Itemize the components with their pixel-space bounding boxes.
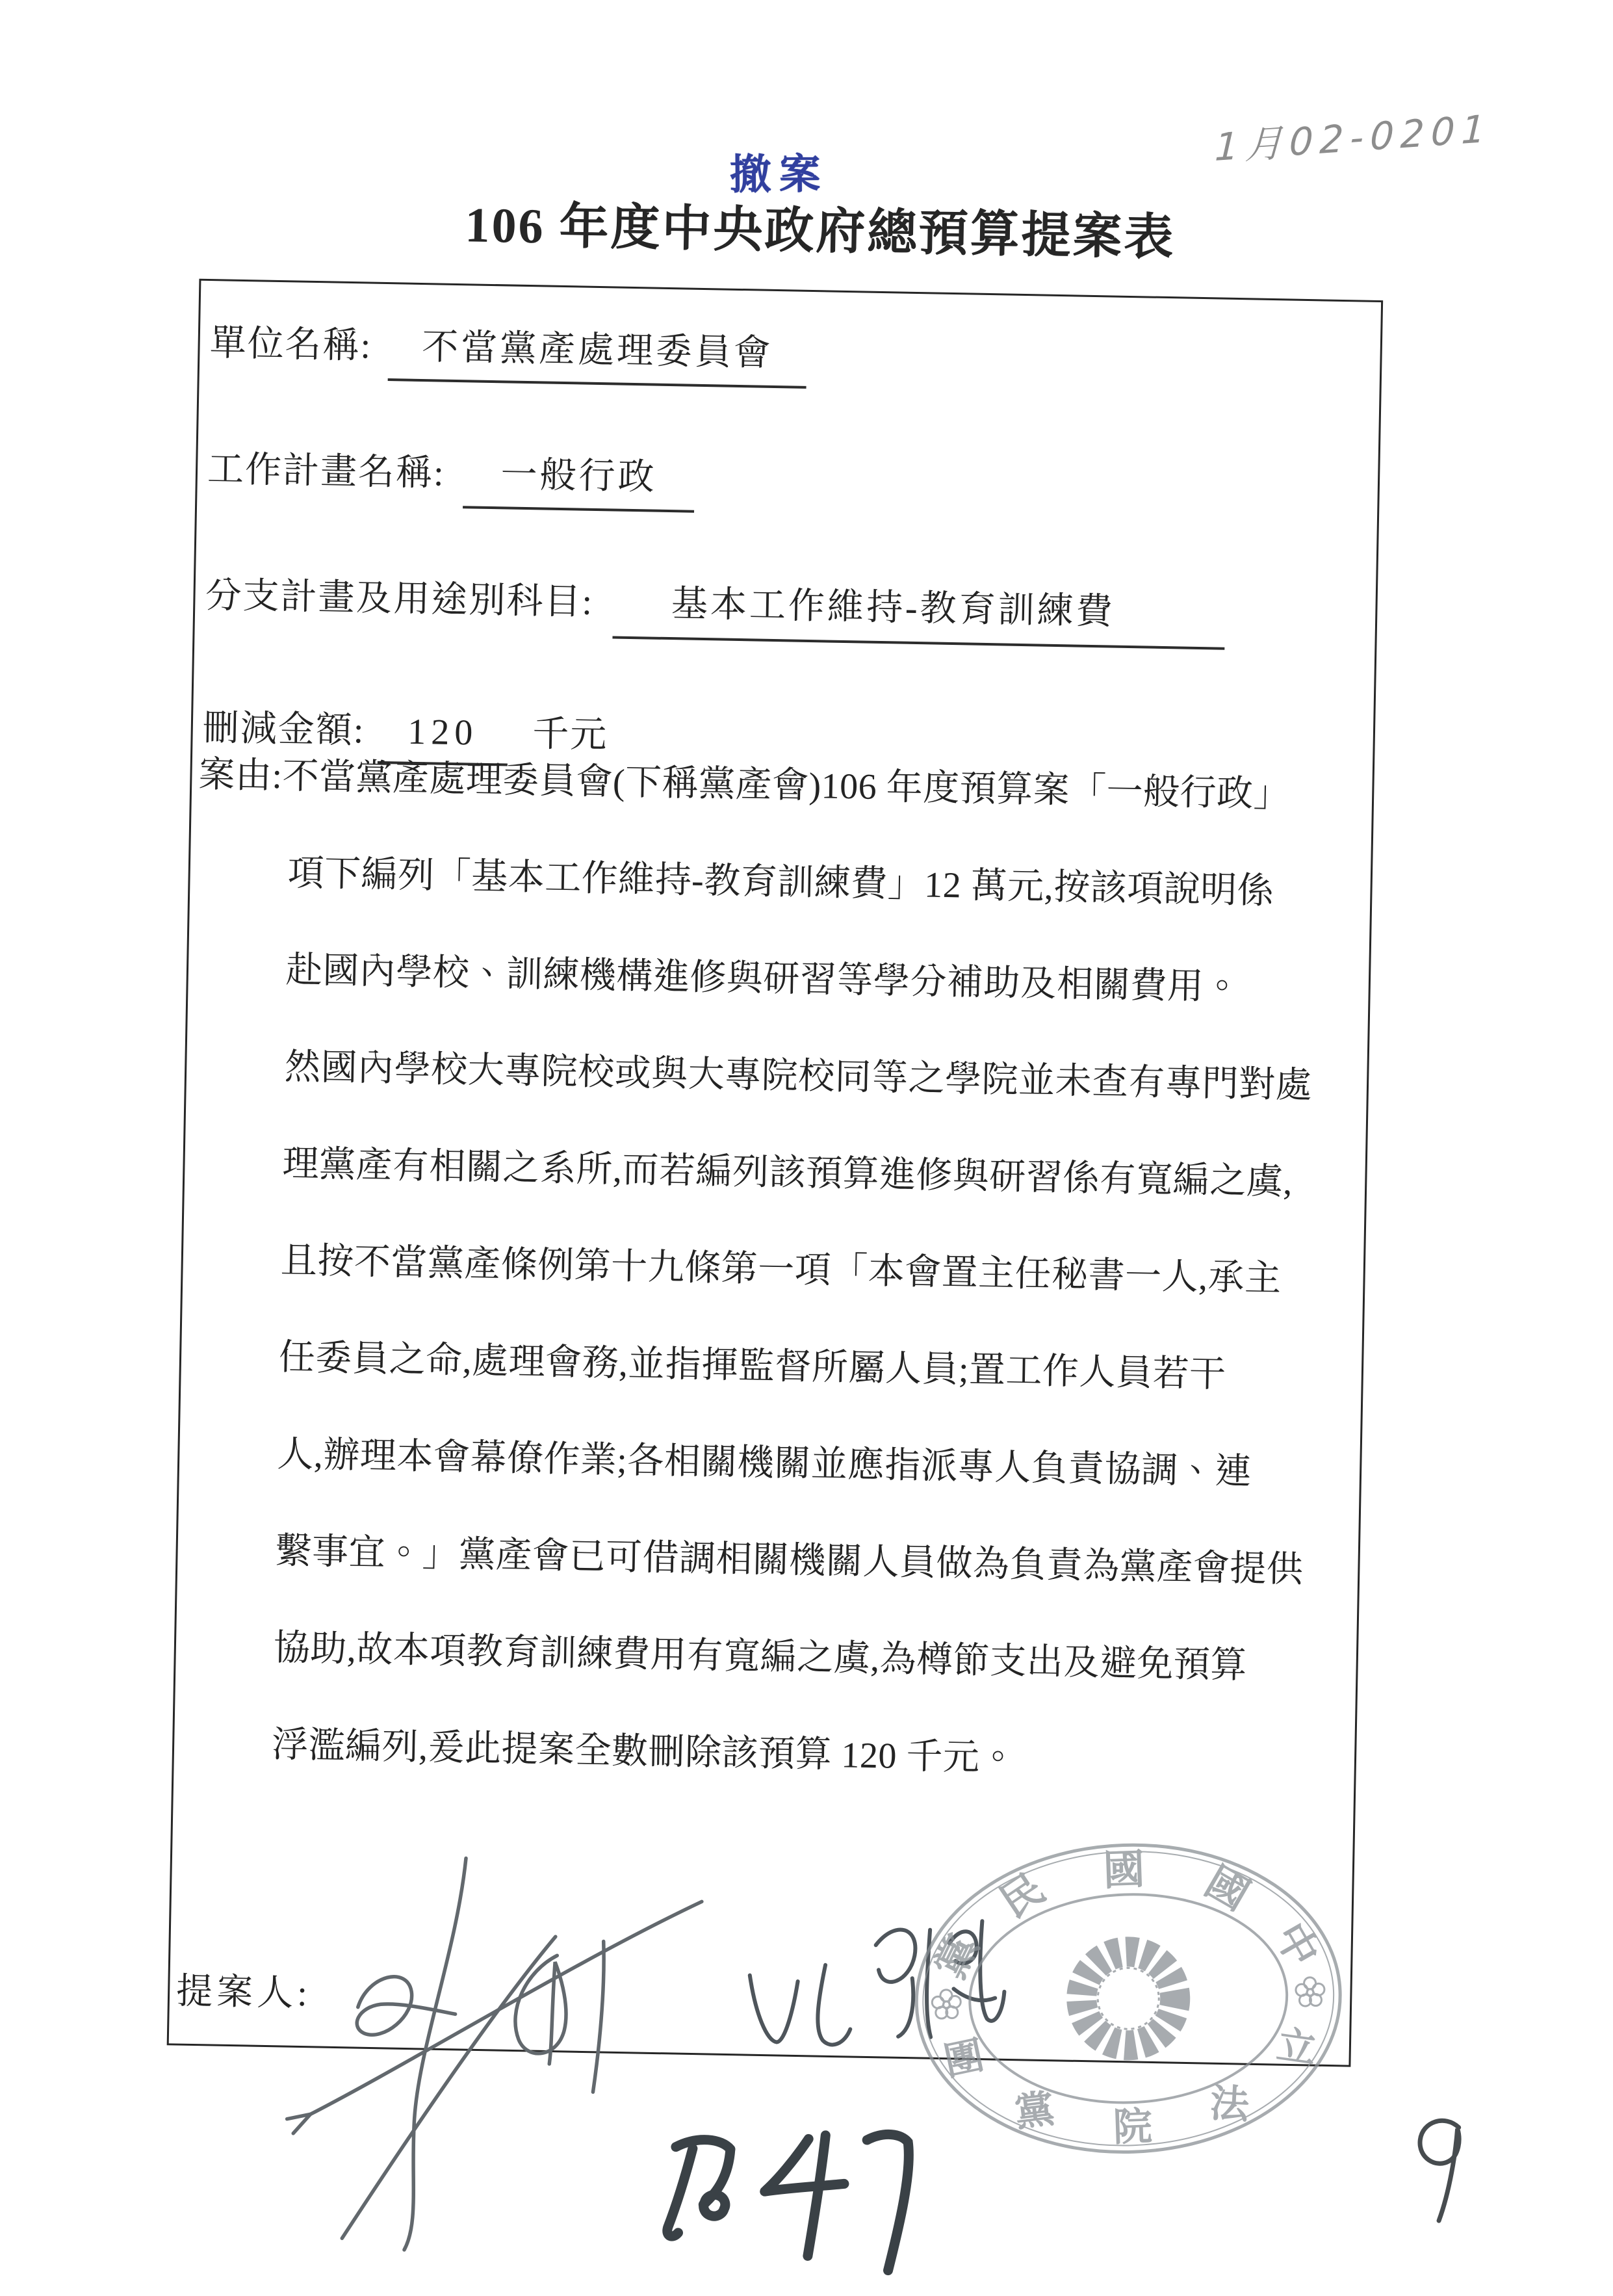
reason-line: 任委員之命,處理會務,並指揮監督所屬人員;置工作人員若干 bbox=[278, 1337, 1226, 1395]
reason-line: 協助,故本項教育訓練費用有寬編之虞,為樽節支出及避免預算 bbox=[273, 1628, 1248, 1686]
reason-line: 理黨產有相關之系所,而若編列該預算進修與研習係有寬編之虞, bbox=[281, 1143, 1293, 1203]
handwritten-page-number bbox=[1397, 2106, 1484, 2230]
seal-bottom-char: 立 bbox=[1274, 2023, 1319, 2072]
seal-top-char: 中 bbox=[1266, 1915, 1327, 1975]
withdrawn-stamp: 撤案 bbox=[729, 151, 829, 198]
amount-label: 刪減金額: bbox=[202, 707, 365, 751]
page-title: 106 年度中央政府總預算提案表 bbox=[464, 198, 1176, 266]
reason-line: 項下編列「基本工作維持-教育訓練費」12 萬元,按該項說明係 bbox=[287, 853, 1274, 912]
reason-line: 赴國內學校、訓練機構進修與研習等學分補助及相關費用。 bbox=[285, 950, 1241, 1008]
unit-name-label: 單位名稱: bbox=[209, 323, 372, 367]
seal-bottom-char: 院 bbox=[1112, 2105, 1154, 2150]
field-row-unit-name bbox=[209, 314, 807, 389]
seal-bottom-char: 團 bbox=[940, 2033, 988, 2084]
subplan-label: 分支計畫及用途別科目: bbox=[204, 575, 594, 623]
seal-bottom-char: 黨 bbox=[1013, 2087, 1057, 2135]
reason-line: 人,辦理本會幕僚作業;各相關機關並應指派專人負責協調、連 bbox=[276, 1434, 1252, 1493]
seal-bottom-char: 法 bbox=[1209, 2081, 1250, 2127]
reason-line: 且按不當黨產條例第十九條第一項「本會置主任秘書一人,承主 bbox=[280, 1240, 1282, 1299]
party-caucus-seal bbox=[905, 1832, 1352, 2165]
proposer-label: 提案人: bbox=[175, 1971, 312, 2015]
amount-value: 120 bbox=[377, 711, 508, 766]
amount-unit: 千元 bbox=[532, 714, 608, 756]
work-plan-label: 工作計畫名稱: bbox=[207, 449, 446, 494]
plum-blossom-icon bbox=[932, 1989, 961, 2018]
reason-line: 然國內學校大專院校或與大專院校同等之學院並未查有專門對處 bbox=[283, 1047, 1313, 1106]
handwritten-tally-mark bbox=[636, 2118, 944, 2283]
reason-line: 案由:不當黨產處理委員會(下稱黨產會)106 年度預算案「一般行政」 bbox=[198, 754, 1291, 815]
sun-emblem-icon bbox=[1080, 1950, 1177, 2047]
handwritten-filing-code: 1月02-0201 bbox=[1213, 106, 1493, 170]
case-reason bbox=[179, 746, 1375, 1833]
unit-name-value: 不當黨產處理委員會 bbox=[387, 317, 807, 389]
reason-line: 繫事宜。」黨產會已可借調相關機關人員做為負責為黨產會提供 bbox=[275, 1531, 1304, 1591]
reason-line: 浮濫編列,爰此提案全數刪除該預算 120 千元。 bbox=[271, 1725, 1017, 1779]
seal-top-char: 國 bbox=[1102, 1846, 1146, 1894]
work-plan-value: 一般行政 bbox=[463, 445, 695, 513]
seal-top-char: 民 bbox=[992, 1864, 1053, 1927]
subplan-value: 基本工作維持-教育訓練費 bbox=[612, 573, 1226, 649]
field-row-work-plan bbox=[207, 440, 695, 513]
seal-top-char: 國 bbox=[1197, 1858, 1257, 1920]
seal-top-char: 黨 bbox=[927, 1927, 987, 1985]
plum-blossom-icon bbox=[1295, 1977, 1324, 2006]
